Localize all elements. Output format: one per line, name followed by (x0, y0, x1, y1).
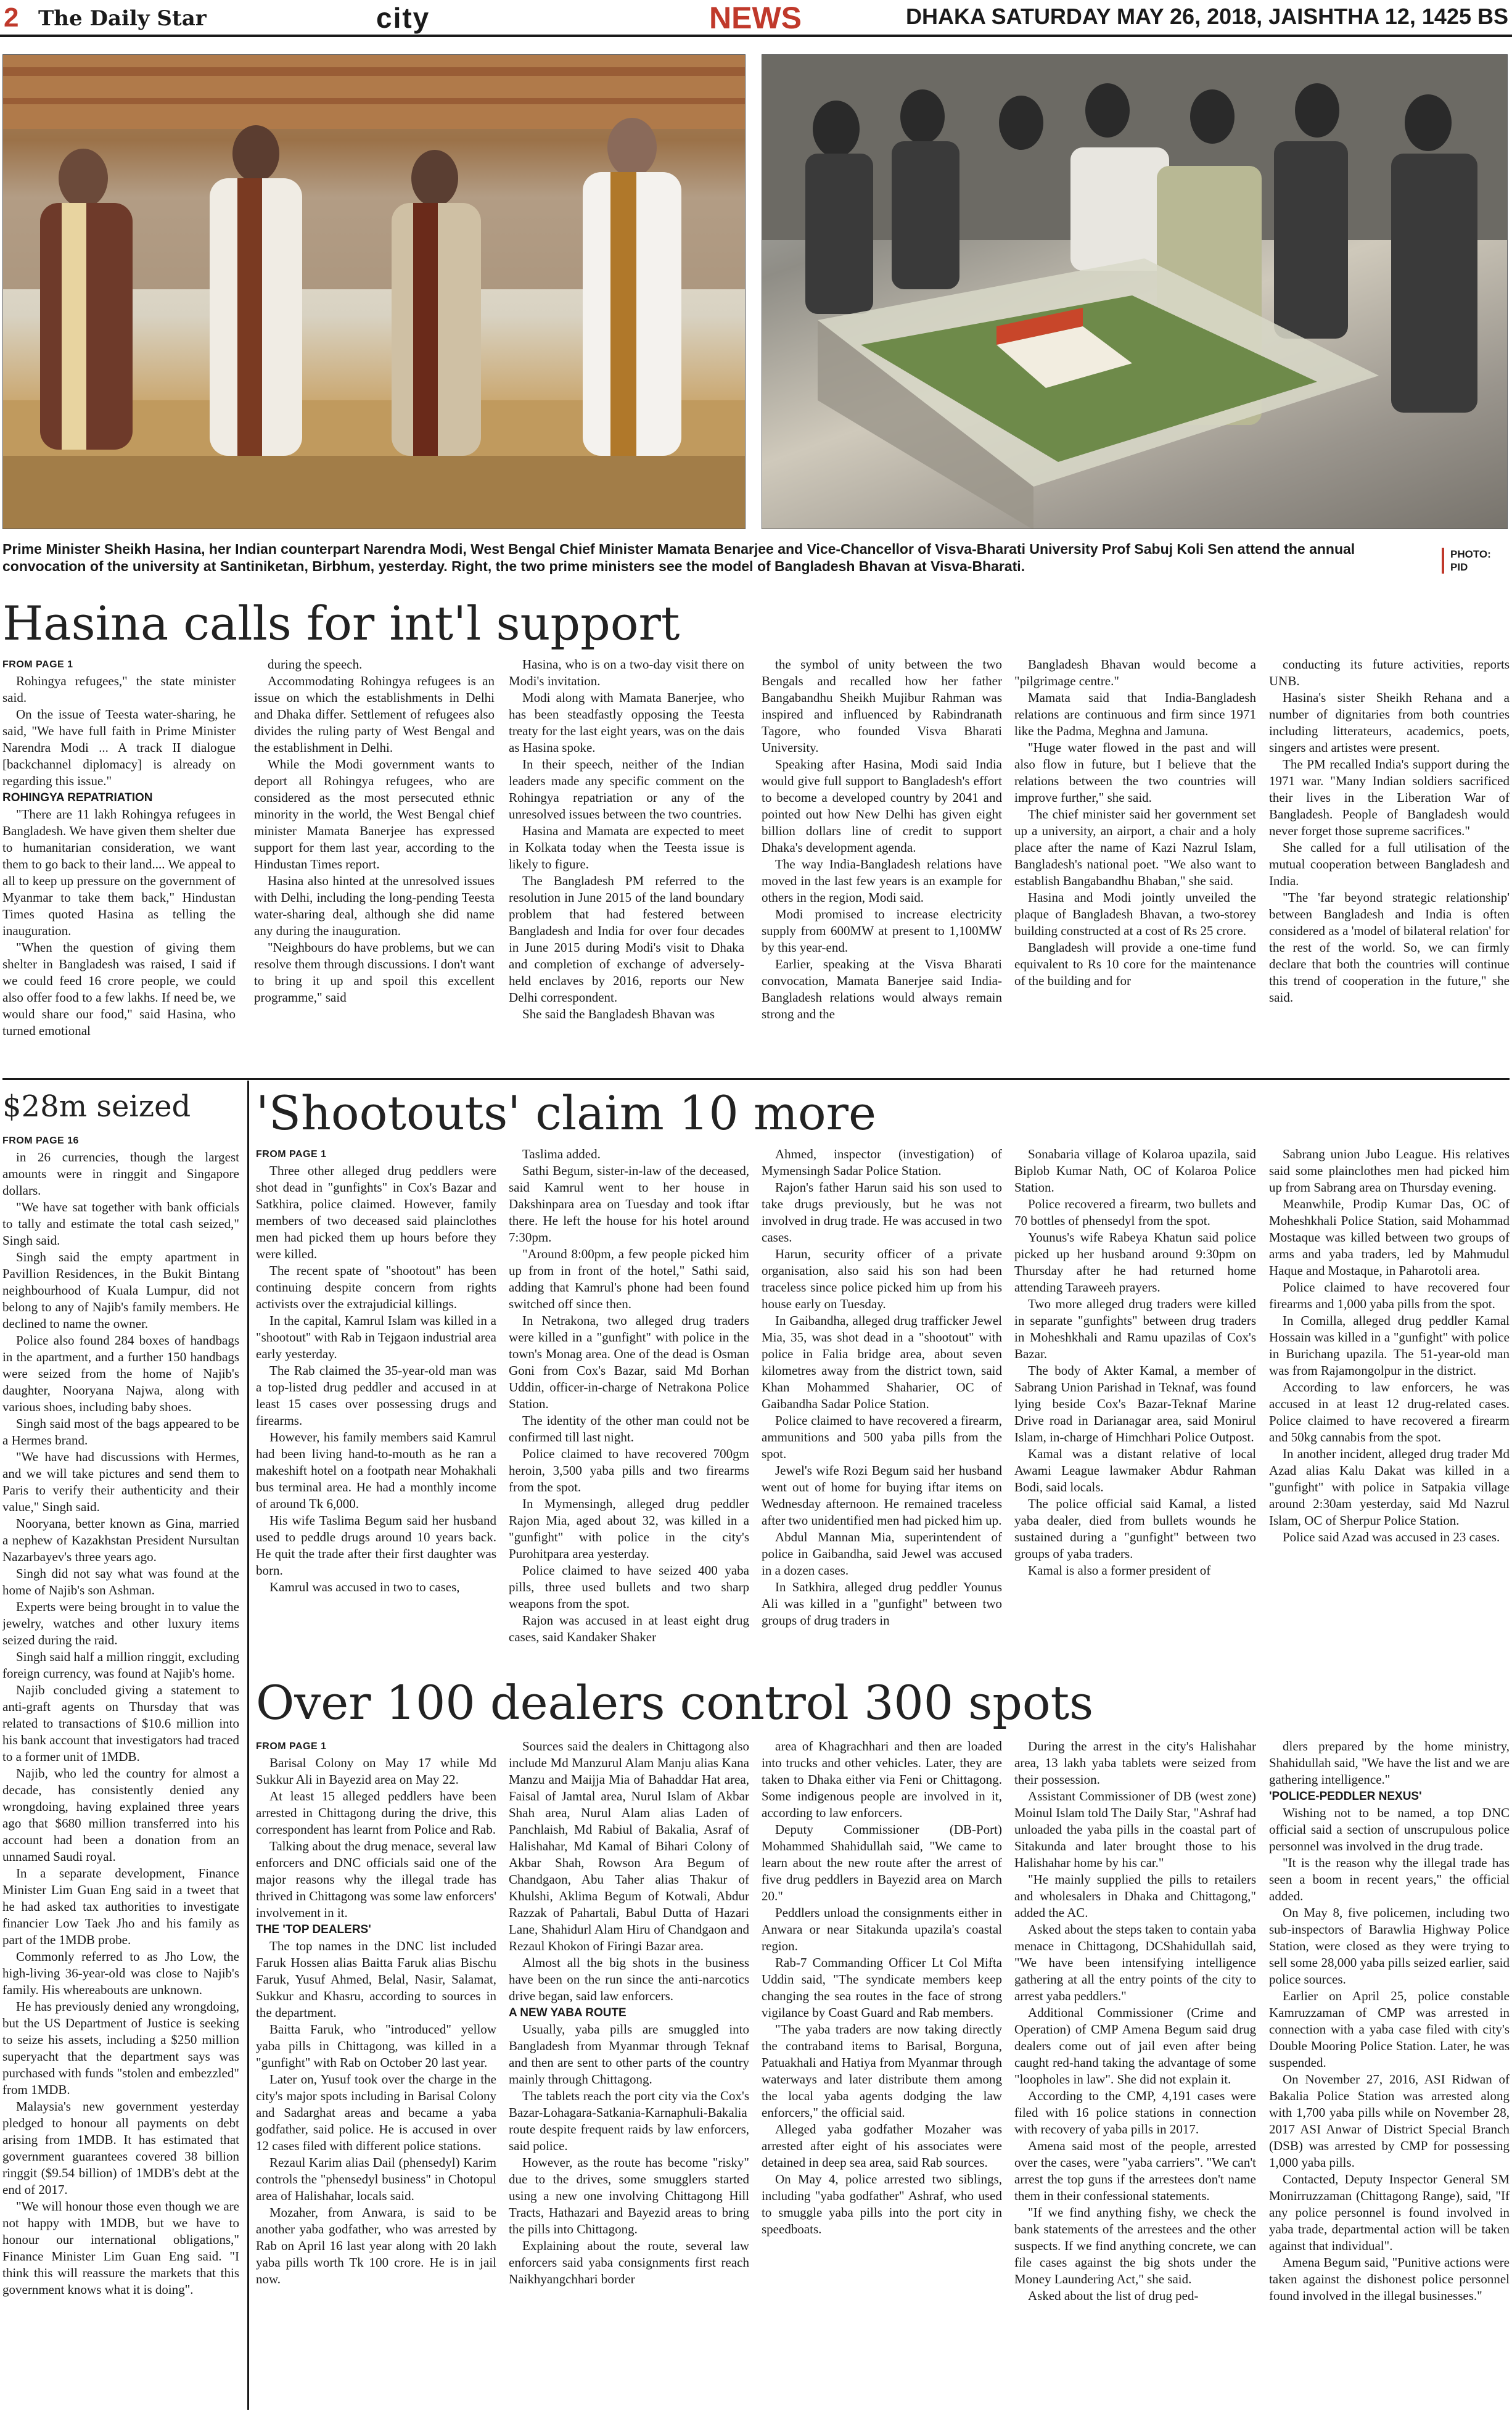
story-paragraph: in 26 currencies, though the largest amounts were in ringgit and Singapore dollars. (2, 1150, 239, 1198)
story-paragraph: Speaking after Hasina, Modi said India would give full support to Bangladesh's effort to become a developed country by 2041 and pointed out how New Delhi has given eight billion dollars line of credit to support Dhaka's development agenda. (762, 757, 1002, 855)
story-paragraph: On May 4, police arrested two siblings, including "yaba godfather" Ashraf, who used to smuggle yaba pills into the port city in speedboats. (762, 2172, 1002, 2236)
story-paragraph: Singh said most of the bags appeared to be a Hermes brand. (2, 1416, 239, 1448)
story-paragraph: Singh said the empty apartment in Pavillion Residences, in the Bukit Bintang neighbourhood of Kuala Lumpur, did not belong to any of Najib's family members. He declined to name the owner. (2, 1250, 239, 1331)
story-paragraph: "We will honour those even though we are not happy with 1MDB, but we have to honour our international obligations," Finance Minister Lim Guan Eng said. "I think this will reassure the markets that this government knows what it is doing". (2, 2199, 239, 2297)
story-paragraph: Peddlers unload the consignments either in Anwara or near Sitakunda upazila's coastal region. (762, 1905, 1002, 1953)
story-paragraph: On May 8, five policemen, including two sub-inspectors of Barawlia Highway Police Station, were closed as they were trying to sell some 28,000 yaba pills seized earlier, said police sources. (1269, 1905, 1510, 1987)
story-paragraph: In Comilla, alleged drug peddler Kamal Hossain was killed in a "gunfight" with police in Burichang upazila. The 51-year-old man was from Rajamongolpur in the district. (1269, 1313, 1510, 1378)
story-paragraph: Meanwhile, Prodip Kumar Das, OC of Moheshkhali Police Station, said Mohammad Mostaque was killed between two groups of arms and yaba traders, led by Mahmudul Haque and Mostaque, in Paharotoli area. (1269, 1197, 1510, 1278)
story-paragraph: the symbol of unity between the two Bengals and recalled how her father Bangabandhu Sheikh Mujibur Rahman was inspired and influenced by Rabindranath Tagore, who founded Visva Bharati University. (762, 657, 1002, 755)
from-page-label: FROM PAGE 1 (256, 1741, 327, 1752)
section-divider (2, 1078, 1510, 1080)
story-paragraph: Hasina, who is on a two-day visit there on Modi's invitation. (509, 657, 744, 688)
story-paragraph: Abdul Mannan Mia, superintendent of police in Gaibandha, said Jewel was accused in a dozen cases. (762, 1530, 1002, 1578)
story-paragraph: Rajon's father Harun said his son used to take drugs previously, but he was not involved in drug trade. He was accused in two cases. (762, 1180, 1002, 1245)
story-column (509, 1146, 749, 1664)
story-paragraph: Mozaher, from Anwara, is said to be another yaba godfather, who was arrested by Rab on April 16 last year along with 20 lakh yaba pills worth Tk 100 crore. He is in jail now. (256, 2205, 496, 2286)
story-paragraph: Police claimed to have recovered four firearms and 1,000 yaba pills from the spot. (1269, 1280, 1510, 1311)
story-paragraph: His wife Taslima Begum said her husband used to peddle drugs around 10 years back. He quit the trade after their first daughter was born. (256, 1513, 496, 1578)
story-paragraph: "Around 8:00pm, a few people picked him up from in front of the hotel," Sathi said, adding that Kamrul's phone had been found switched off since then. (509, 1247, 749, 1311)
story-paragraph: Sabrang union Jubo League. His relatives said some plainclothes men had picked him up from Sabrang area on Thursday evening. (1269, 1147, 1510, 1195)
story-paragraph: The Bangladesh PM referred to the resolution in June 2015 of the land boundary problem that had festered between Bangladesh and India for over four decades in June 2015 during Modi's visit to Dhaka and completion of exchange of adversely-held enclaves by 2016, reports our New Delhi correspondent. (509, 873, 744, 1005)
page-number: 2 (4, 2, 19, 33)
photo-credit-source: PID (1450, 561, 1468, 573)
newspaper-logo: The Daily Star (38, 6, 207, 31)
story-paragraph: Malaysia's new government yesterday pledged to honour all payments on debt arising from 1MDB. It has estimated that government guarantees covered 38 billion ringgit ($9.54 billion) of 1MDB's debt at the end of 2017. (2, 2099, 239, 2197)
story-paragraph: area of Khagrachhari and then are loaded into trucks and other vehicles. Later, they are taken to Dhaka either via Feni or Chittagong. Some indigenous people are involved in it, according to law enforcers. (762, 1739, 1002, 1820)
story-headline-28m-seized: $28m seized (2, 1089, 191, 1124)
story-paragraph: However, as the route has become "risky" due to the drives, some smugglers started using a new one involving Chittagong Hill Tracts, Hathazari and Bayezid areas to bring the pills into Chittagong. (509, 2155, 749, 2236)
bhavan-model-photo-drawing (762, 55, 1508, 529)
story-paragraph: Police claimed to have recovered a firearm, ammunitions and 500 yaba pills from the spot. (762, 1413, 1002, 1461)
story-paragraph: The tablets reach the port city via the Cox's Bazar-Lohagara-Satkania-Karnaphuli-Bakalia route despite frequent raids by law enforcers, said police. (509, 2088, 749, 2153)
story-paragraph: Baitta Faruk, who "introduced" yellow yaba pills in Chittagong, was killed in a "gunfight" with Rab on October 20 last year. (256, 2022, 496, 2070)
story-paragraph: Rajon was accused in at least eight drug cases, said Kandaker Shaker (509, 1613, 749, 1644)
story-paragraph: According to the CMP, 4,191 cases were filed with 16 police stations in connection with recovery of yaba pills in 2017. (1014, 2088, 1256, 2137)
story-paragraph: Modi promised to increase electricity supply from 600MW at present to 1,100MW by this year-end. (762, 907, 1002, 955)
from-page-label: FROM PAGE 1 (256, 1149, 327, 1160)
story-subhead: 'POLICE-PEDDLER NEXUS' (1269, 1790, 1422, 1803)
story-column (2, 656, 236, 1073)
story-paragraph: Police recovered a firearm, two bullets and 70 bottles of phensedyl from the spot. (1014, 1197, 1256, 1228)
story-paragraph: Najib concluded giving a statement to anti-graft agents on Thursday that was related to transactions of $10.6 million into his bank account that investigators had traced to a former unit of 1MDB. (2, 1683, 239, 1764)
story-paragraph: Talking about the drug menace, several law enforcers and DNC officials said one of the major reasons why the illegal trade has thrived in Chittagong was some law enforcers' involvement in it. (256, 1839, 496, 1920)
story-paragraph: On November 27, 2016, ASI Ridwan of Bakalia Police Station was arrested along with 1,700 yaba pills while on November 28, 2017 ASI Anwar of District Special Branch (DSB) was arrested by CMP for possessing 1,000 yaba pills. (1269, 2072, 1510, 2170)
story-paragraph: The chief minister said her government set up a university, an airport, a chair and a holy place after the name of Kazi Nazrul Islam, Bangladesh's national poet. "We also want to establish Bangabandhu Bhaban," she said. (1014, 807, 1256, 888)
story-paragraph: Harun, security officer of a private organisation, also said his son had been traceless since police picked him up from his house early on Tuesday. (762, 1247, 1002, 1311)
story-column (256, 1738, 496, 2408)
story-paragraph: During the arrest in the city's Halishahar area, 13 lakh yaba tablets were seized from their possession. (1014, 1739, 1256, 1787)
story-paragraph: Kamal is also a former president of (1028, 1563, 1211, 1578)
story-paragraph: Contacted, Deputy Inspector General SM Monirruzzaman (Chittagong Range), said, "If any police personnel is found involved in yaba trade, departmental action will be taken against that individual". (1269, 2172, 1510, 2253)
from-page-label: FROM PAGE 1 (2, 659, 73, 670)
story-paragraph: Wishing not to be named, a top DNC official said a section of unscrupulous police personnel was involved in the drug trade. (1269, 1805, 1510, 1853)
story-paragraph: "The yaba traders are now taking directly the contraband items to Barisal, Borguna, Patuakhali and Hatiya from Myanmar through waterways and later distribute them among the local yaba agents dodging the law enforcers," the official said. (762, 2022, 1002, 2120)
story-paragraph: "We have sat together with bank officials to tally and estimate the total cash seized," Singh said. (2, 1200, 239, 1248)
story-paragraph: conducting its future activities, reports UNB. (1269, 657, 1510, 688)
story-column (509, 1738, 749, 2408)
story-column (762, 656, 1002, 1073)
convocation-photo (2, 54, 746, 529)
story-paragraph: Commonly referred to as Jho Low, the high-living 36-year-old was close to Najib's family. His whereabouts are unknown. (2, 1949, 239, 1997)
story-paragraph: during the speech. (268, 657, 363, 672)
convocation-photo-drawing (3, 55, 746, 529)
story-subhead: A NEW YABA ROUTE (509, 2006, 627, 2019)
story-paragraph: In Satkhira, alleged drug peddler Younus Ali was killed in a "gunfight" between two groups of drug traders in (762, 1580, 1002, 1628)
story-paragraph: Singh did not say what was found at the home of Najib's son Ashman. (2, 1566, 239, 1597)
story-paragraph: "When the question of giving them shelter in Bangladesh was raised, I said if we could feed 16 crore people, we could also offer food to a few lakhs. If need be, we would share our food," said Hasina, who turned emotional (2, 940, 236, 1038)
story-paragraph: In Mymensingh, alleged drug peddler Rajon Mia, aged about 32, was killed in a "gunfight" with police in the city's Purohitpara area yesterday. (509, 1496, 749, 1561)
story-paragraph: Taslima added. (522, 1147, 601, 1161)
story-paragraph: On the issue of Teesta water-sharing, he said, "We have full faith in Prime Minister Narendra Modi ... A track II dialogue [backchannel diplomacy] is already on regarding this issue." (2, 707, 236, 788)
category-name: NEWS (709, 1, 802, 35)
story-column (256, 1146, 496, 1664)
story-paragraph: Younus's wife Rabeya Khatun said police picked up her husband around 9:30pm on Thursday after he had returned home attending Taraweeh prayers. (1014, 1230, 1256, 1295)
story-paragraph: Earlier, speaking at the Visva Bharati convocation, Mamata Banerjee said India-Bangladesh relations would always remain strong and the (762, 957, 1002, 1021)
story-paragraph: "Neighbours do have problems, but we can resolve them through discussions. I don't want to bring it up and spoil this excellent programme," said (254, 940, 495, 1005)
story-column (762, 1146, 1002, 1664)
story-paragraph: Mamata said that India-Bangladesh relations are continuous and firm since 1971 like the Padma, Meghna and Jamuna. (1014, 690, 1256, 738)
story-paragraph: While the Modi government wants to deport all Rohingya refugees, who are considered as the most persecuted ethnic minority in the world, the West Bengal chief minister Mamata Banerjee has expressed support for them last year, according to the Hindustan Times report. (254, 757, 495, 872)
photo-credit (1442, 548, 1491, 574)
story-paragraph: The identity of the other man could not be confirmed till last night. (509, 1413, 749, 1445)
story-paragraph: Sathi Begum, sister-in-law of the deceased, said Kamrul went to her house in Dakshinpara area on Tuesday and took iftar there. He left the house for his hotel around 7:30pm. (509, 1163, 749, 1245)
story-paragraph: "It is the reason why the illegal trade has seen a boom in recent years," the official added. (1269, 1855, 1510, 1903)
story-paragraph: Asked about the steps taken to contain yaba menace in Chittagong, DCShahidullah said, "We have been intensifying intelligence gathering at all the entry points of the city to arrest yaba peddlers." (1014, 1922, 1256, 2003)
story-paragraph: The body of Akter Kamal, a member of Sabrang Union Parishad in Teknaf, was found lying beside Cox's Bazar-Teknaf Marine Drive road in Darianagar area, said Monirul Islam, in-charge of Himchhari Police Outpost. (1014, 1363, 1256, 1445)
story-column (1014, 1738, 1256, 2408)
story-column (2, 1132, 239, 2408)
story-paragraph: Rohingya refugees," the state minister said. (2, 674, 236, 705)
story-paragraph: In Netrakona, two alleged drug traders were killed in a "gunfight" with police in the town's Monag area. One of the dead is Osman Goni from Cox's Bazar, said Md Borhan Uddin, officer-in-charge of Netrakona Police Station. (509, 1313, 749, 1411)
dateline: DHAKA SATURDAY MAY 26, 2018, JAISHTHA 12, 1425 BS (905, 4, 1508, 29)
section-name: city (376, 2, 430, 34)
story-column (1269, 1738, 1510, 2408)
story-paragraph: She said the Bangladesh Bhavan was (522, 1007, 715, 1021)
photo-credit-label: PHOTO: (1450, 548, 1491, 560)
story-paragraph: Hasina's sister Sheikh Rehana and a number of dignitaries from both countries including litterateurs, academics, poets, singers and artistes were present. (1269, 690, 1510, 755)
story-paragraph: In the capital, Kamrul Islam was killed in a "shootout" with Rab in Tejgaon industrial area early yesterday. (256, 1313, 496, 1361)
column-divider (247, 1081, 249, 2410)
story-paragraph: Police claimed to have recovered 700gm heroin, 3,500 yaba pills and two firearms from the spot. (509, 1446, 749, 1494)
story-paragraph: Police said Azad was accused in 23 cases. (1283, 1530, 1500, 1544)
story-paragraph: Asked about the list of drug ped- (1028, 2288, 1199, 2303)
story-paragraph: Deputy Commissioner (DB-Port) Mohammed Shahidullah said, "We came to learn about the new route after the arrest of five drug peddlers in Bayezid area on March 20." (762, 1822, 1002, 1903)
story-paragraph: Explaining about the route, several law enforcers said yaba consignments first reach Naikhyangchhari border (509, 2238, 749, 2286)
story-paragraph: Sources said the dealers in Chittagong also include Md Manzurul Alam Manju alias Kana Manzu and Maijja Mia of Bahaddar Hat area, Faisal of Jamtal area, Nurul Islam of Akbar Shah area, Nurul Alam alias Laden of Panchlaish, Md Rabiul of Bakalia, Asraf of Halishahar, Md Kamal of Bihari Colony of Akbar Shah, Rowson Ara Begum of Chandgaon, Abu Taher alias Thakur of Khulshi, Aklima Begum of Kotwali, Abdur Razzak of Pahartali, Babul Dutta of Hazari Lane, Shahidurl Alam Hiru of Chandgaon and Rezaul Khokon of Firingi Bazar area. (509, 1739, 749, 1953)
story-paragraph: Assistant Commissioner of DB (west zone) Moinul Islam told The Daily Star, "Ashraf had unloaded the yaba pills in the coastal part of Sitakunda and later brought those to his Halishahar home by his car." (1014, 1789, 1256, 1870)
story-column (254, 656, 495, 1073)
story-paragraph: The way India-Bangladesh relations have moved in the last few years is an example for others in the region, Modi said. (762, 857, 1002, 905)
story-paragraph: Three other alleged drug peddlers were shot dead in "gunfights" in Cox's Bazar and Satkhira, police claimed. However, family members of two deceased said plainclothes men had picked them up hours before they were killed. (256, 1163, 496, 1261)
story-column (509, 656, 744, 1073)
story-paragraph: Kamrul was accused in two to cases, (269, 1580, 460, 1594)
story-paragraph: "We have had discussions with Hermes, and we will take pictures and send them to Paris to verify their authenticity and their value," Singh said. (2, 1449, 239, 1514)
story-paragraph: In a separate development, Finance Minister Lim Guan Eng said in a tweet that he had asked tax authorities to investigate financier Low Taek Jho and his family as part of the 1MDB probe. (2, 1866, 239, 1947)
story-paragraph: In their speech, neither of the Indian leaders made any specific comment on the Rohingya repatriation or any of the unresolved issues between the two countries. (509, 757, 744, 822)
story-paragraph: "The 'far beyond strategic relationship' between Bangladesh and India is often considered as a 'model of bilateral relation' for the rest of the world. So, we can firmly declare that both the countries will continue this trend of cooperation in the future," she said. (1269, 890, 1510, 1005)
story-paragraph: The recent spate of "shootout" has been continuing despite concern from rights activists over the extrajudicial killings. (256, 1263, 496, 1311)
story-paragraph: Rezaul Karim alias Dail (phensedyl) Karim controls the "phensedyl business" in Chotopul area of Halishahar, locals said. (256, 2155, 496, 2203)
story-paragraph: Modi along with Mamata Banerjee, who has been steadfastly opposing the Teesta treaty for the last eight years, was on the dais as Hasina spoke. (509, 690, 744, 755)
story-paragraph: She called for a full utilisation of the mutual cooperation between Bangladesh and India. (1269, 840, 1510, 888)
story-paragraph: Rab-7 Commanding Officer Lt Col Mifta Uddin said, "The syndicate members keep changing the sea routes in the face of strong vigilance by Coast Guard and Rab members. (762, 1955, 1002, 2020)
masthead (0, 0, 1512, 37)
story-paragraph: Two more alleged drug traders were killed in separate "gunfights" between drug traders in Moheshkhali and Ramu upazilas of Cox's Bazar. (1014, 1296, 1256, 1361)
story-paragraph: The Rab claimed the 35-year-old man was a top-listed drug peddler and accused in at least 15 cases over possessing drugs and firearms. (256, 1363, 496, 1428)
story-paragraph: Usually, yaba pills are smuggled into Bangladesh from Myanmar through Teknaf and then are sent to other parts of the country mainly through Chittagong. (509, 2022, 749, 2087)
story-paragraph: Additional Commissioner (Crime and Operation) of CMP Amena Begum said drug dealers come out of jail even after being caught red-hand taking the advantage of some "loopholes in law". She did not explain it. (1014, 2005, 1256, 2087)
photo-caption: Prime Minister Sheikh Hasina, her Indian counterpart Narendra Modi, West Bengal Chief Minister Mamata Benarjee and Vice-Chancellor of Visva-Bharati University Prof Sabuj Koli Sen attend the annual convocation of the university at Santiniketan, Birbhum, yesterday. Right, the two prime ministers see the model of Bangladesh Bhavan at Visva-Bharati. (2, 541, 1355, 574)
story-column (1014, 656, 1256, 1073)
story-paragraph: Police claimed to have seized 400 yaba pills, three used bullets and two sharp weapons from the spot. (509, 1563, 749, 1611)
story-paragraph: Bangladesh will provide a one-time fund equivalent to Rs 10 core for the maintenance of the building and for (1014, 940, 1256, 988)
story-paragraph: The top names in the DNC list included Faruk Hossen alias Baitta Faruk alias Bischu Faruk, Yusuf Ahmed, Belal, Nasir, Salamat, Sukkur and Khasru, according to sources in the department. (256, 1939, 496, 2020)
story-paragraph: Later on, Yusuf took over the charge in the city's major spots including in Barisal Colony and Sadarghat areas and became a yaba godfather, said police. He is accused in over 12 cases filed with different police stations. (256, 2072, 496, 2153)
story-paragraph: Hasina and Mamata are expected to meet in Kolkata today when the Teesta issue is likely to figure. (509, 823, 744, 872)
story-paragraph: In Gaibandha, alleged drug trafficker Jewel Mia, 35, was shot dead in a "shootout" with police in Falia bridge area, about seven kilometres away from the district town, said Khan Mohammed Shaharier, OC of Gaibandha Sadar Police Station. (762, 1313, 1002, 1411)
story-paragraph: Accommodating Rohingya refugees is an issue on which the establishments in Delhi and Dhaka differ. Settlement of refugees also divides the ruling party of West Bengal and the establishment in Delhi. (254, 674, 495, 755)
story-paragraph: Najib, who led the country for almost a decade, has consistently denied any wrongdoing, having explained three years ago that $680 million transferred into his account had been a donation from an unnamed Saudi royal. (2, 1766, 239, 1864)
story-paragraph: Barisal Colony on May 17 while Md Sukkur Ali in Bayezid area on May 22. (256, 1755, 496, 1787)
story-paragraph: "Huge water flowed in the past and will also flow in future, but I believe that the relations between the two countries will improve further," she said. (1014, 740, 1256, 805)
story-paragraph: Police also found 284 boxes of handbags in the apartment, and a further 150 handbags were seized from the home of Najib's daughter, Nooryana Najwa, along with various shoes, including baby shoes. (2, 1333, 239, 1414)
story-subhead: ROHINGYA REPATRIATION (2, 791, 153, 804)
story-paragraph: "He mainly supplied the pills to retailers and wholesalers in Dhaka and Chittagong," added the AC. (1014, 1872, 1256, 1920)
story-paragraph: "There are 11 lakh Rohingya refugees in Bangladesh. We have given them shelter due to humanitarian consideration, we want them to go back to their land.... We appeal to all to keep up pressure on the government of Myanmar to take them back," Hindustan Times quoted Hasina as telling the inauguration. (2, 807, 236, 938)
story-column (1269, 1146, 1510, 1664)
story-paragraph: Bangladesh Bhavan would become a "pilgrimage centre." (1014, 657, 1256, 688)
story-paragraph: Amena Begum said, "Punitive actions were taken against the dishonest police personnel found involved in the illegal businesses." (1269, 2255, 1510, 2303)
story-paragraph: He has previously denied any wrongdoing, but the US Department of Justice is seeking to seize his assets, including a $250 million superyacht that the department says was purchased with funds "stolen and embezzled" from 1MDB. (2, 1999, 239, 2097)
from-page-label: FROM PAGE 16 (2, 1135, 79, 1146)
story-paragraph: Earlier on April 25, police constable Kamruzzaman of CMP was arrested in connection with a yaba case filed with city's Double Mooring Police Station. Later, he was suspended. (1269, 1989, 1510, 2070)
story-paragraph: According to law enforcers, he was accused in at least 12 drug-related cases. Police claimed to have recovered a firearm and 50kg cannabis from the spot. (1269, 1380, 1510, 1445)
bhavan-model-photo (762, 54, 1508, 529)
story-headline-hasina: Hasina calls for int'l support (2, 596, 680, 651)
story-column (1269, 656, 1510, 1073)
story-column (1014, 1146, 1256, 1664)
story-column (762, 1738, 1002, 2408)
story-paragraph: Singh said half a million ringgit, excluding foreign currency, was found at Najib's home. (2, 1649, 239, 1681)
story-paragraph: At least 15 alleged peddlers have been arrested in Chittagong during the drive, this correspondent has learnt from Police and Rab. (256, 1789, 496, 1837)
story-paragraph: Kamal was a distant relative of local Awami League lawmaker Abdur Rahman Bodi, said locals. (1014, 1446, 1256, 1494)
story-headline-shootouts: 'Shootouts' claim 10 more (256, 1086, 876, 1140)
story-paragraph: Experts were being brought in to value the jewelry, watches and other luxury items seized during the raid. (2, 1599, 239, 1647)
story-paragraph: Ahmed, inspector (investigation) of Mymensingh Sadar Police Station. (762, 1147, 1002, 1178)
story-subhead: THE 'TOP DEALERS' (256, 1923, 371, 1936)
story-paragraph: Alleged yaba godfather Mozaher was arrested after eight of his associates were detained in deep sea area, said Rab sources. (762, 2122, 1002, 2170)
story-paragraph: Amena said most of the people, arrested over the cases, were "yaba carriers". "We can't arrest the top guns if the arrestees don't name them in their confessional statements. (1014, 2138, 1256, 2203)
story-paragraph: Hasina and Modi jointly unveiled the plaque of Bangladesh Bhavan, a two-storey building constructed at a cost of Rs 25 crore. (1014, 890, 1256, 938)
story-paragraph: However, his family members said Kamrul had been living hand-to-mouth as he ran a makeshift hotel on a footpath near Mohakhali bus terminal area. He had a monthly income of around Tk 6,000. (256, 1430, 496, 1511)
story-paragraph: dlers prepared by the home ministry, Shahidullah said, "We have the list and we are gathering intelligence." (1269, 1739, 1510, 1787)
story-paragraph: Nooryana, better known as Gina, married a nephew of Kazakhstan President Nursultan Nazarbayev's three years ago. (2, 1516, 239, 1564)
story-paragraph: The police official said Kamal, a listed yaba dealer, died from bullets wounds he sustained during a "gunfight" between two groups of yaba traders. (1014, 1496, 1256, 1561)
story-paragraph: "If we find anything fishy, we check the bank statements of the arrestees and the other suspects. If we find anything concrete, we can file cases against the big shots under the Money Laundering Act," she said. (1014, 2205, 1256, 2286)
story-headline-dealers: Over 100 dealers control 300 spots (256, 1675, 1094, 1730)
story-paragraph: Sonabaria village of Kolaroa upazila, said Biplob Kumar Nath, OC of Kolaroa Police Station. (1014, 1147, 1256, 1195)
story-paragraph: Almost all the big shots in the business have been on the run since the anti-narcotics drive began, said law enforcers. (509, 1955, 749, 2003)
story-paragraph: Jewel's wife Rozi Begum said her husband went out of home for buying iftar items on Wednesday afternoon. He remained traceless after two unidentified men had picked him up. (762, 1463, 1002, 1528)
story-paragraph: The PM recalled India's support during the 1971 war. "Many Indian soldiers sacrificed their lives in the Liberation War of Bangladesh. People of Bangladesh would never forget those supreme sacrifices." (1269, 757, 1510, 838)
story-paragraph: In another incident, alleged drug trader Md Azad alias Kalu Dakat was killed in a "gunfight" with police in Satpakia village around 2:30am yesterday, said Md Nazrul Islam, OC of Sherpur Police Station. (1269, 1446, 1510, 1528)
story-paragraph: Hasina also hinted at the unresolved issues with Delhi, including the long-pending Teesta water-sharing deal, although she did name any during the inauguration. (254, 873, 495, 938)
